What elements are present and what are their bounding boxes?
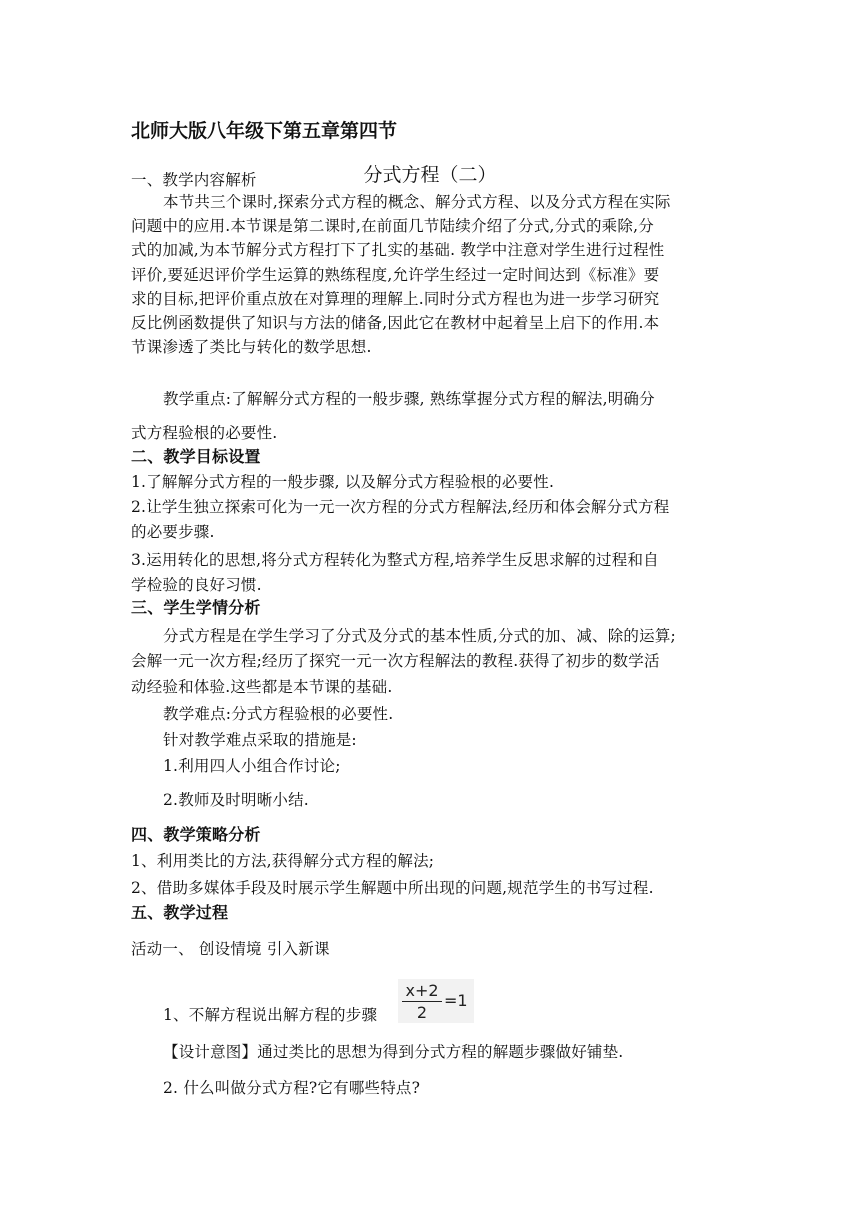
paragraph-line: 求的目标,把评价重点放在对算理的理解上.同时分式方程也为进一步学习研究: [131, 290, 660, 308]
key-point-line: 教学重点:了解解分式方程的一般步骤, 熟练掌握分式方程的解法,明确分: [163, 390, 655, 408]
measures-line: 针对教学难点采取的措施是:: [163, 731, 357, 749]
paragraph-line: 分式方程是在学生学习了分式及分式的基本性质,分式的加、减、除的运算;: [163, 627, 676, 645]
equals-one: =1: [444, 991, 468, 1010]
list-item: 1.了解解分式方程的一般步骤, 以及解分式方程验根的必要性.: [131, 473, 555, 491]
paragraph-line: 反比例函数提供了知识与方法的储备,因此它在教材中起着呈上启下的作用.本: [131, 314, 660, 332]
section-heading: 一、教学内容解析: [131, 171, 257, 189]
paragraph-line: 本节共三个课时,探索分式方程的概念、解分式方程、以及分式方程在实际: [163, 193, 671, 211]
fraction: [402, 981, 442, 1022]
paragraph-line: 节课渗透了类比与转化的数学思想.: [131, 338, 372, 356]
list-item: 3.运用转化的思想,将分式方程转化为整式方程,培养学生反思求解的过程和自: [131, 551, 659, 569]
list-item: 的必要步骤.: [131, 523, 215, 541]
difficulty-line: 教学难点:分式方程验根的必要性.: [163, 705, 394, 723]
section-heading: 三、学生学情分析: [131, 598, 261, 617]
paragraph-line: 动经验和体验.这些都是本节课的基础.: [131, 678, 393, 696]
list-item: 1.利用四人小组合作讨论;: [163, 757, 341, 775]
section-heading: 二、教学目标设置: [131, 447, 261, 466]
document-title: 分式方程（二）: [363, 164, 497, 186]
list-item: 1、利用类比的方法,获得解分式方程的解法;: [131, 852, 435, 870]
paragraph-line: 式的加减,为本节解分式方程打下了扎实的基础. 教学中注意对学生进行过程性: [131, 241, 665, 259]
list-item: 2.教师及时明晰小结.: [163, 791, 309, 809]
list-item: 2、借助多媒体手段及时展示学生解题中所出现的问题,规范学生的书写过程.: [131, 879, 654, 897]
design-intent-line: 【设计意图】通过类比的思想为得到分式方程的解题步骤做好铺垫.: [163, 1043, 624, 1061]
list-item: 2.让学生独立探索可化为一元一次方程的分式方程解法,经历和体会解分式方程: [131, 498, 670, 516]
section-heading: 四、教学策略分析: [131, 825, 261, 844]
paragraph-line: 会解一元一次方程;经历了探究一元一次方程解法的教程.获得了初步的数学活: [131, 652, 660, 670]
fraction-numerator: x+2: [405, 981, 439, 1000]
key-point-line: 式方程验根的必要性.: [131, 424, 278, 442]
formula-image: [398, 979, 474, 1023]
paragraph-line: 评价,要延迟评价学生运算的熟练程度,允许学生经过一定时间达到《标准》要: [131, 266, 660, 284]
activity-title: 活动一、 创设情境 引入新课: [131, 940, 330, 958]
section-heading: 五、教学过程: [131, 903, 229, 922]
question-line: 2. 什么叫做分式方程?它有哪些特点?: [163, 1079, 421, 1097]
document-heading: 北师大版八年级下第五章第四节: [131, 120, 398, 142]
list-item: 学检验的良好习惯.: [131, 576, 262, 594]
fraction-bar: [402, 1001, 442, 1002]
fraction-denominator: 2: [416, 1003, 428, 1022]
paragraph-line: 问题中的应用.本节课是第二课时,在前面几节陆续介绍了分式,分式的乘除,分: [131, 217, 654, 235]
question-line: 1、不解方程说出解方程的步骤: [163, 1006, 378, 1024]
